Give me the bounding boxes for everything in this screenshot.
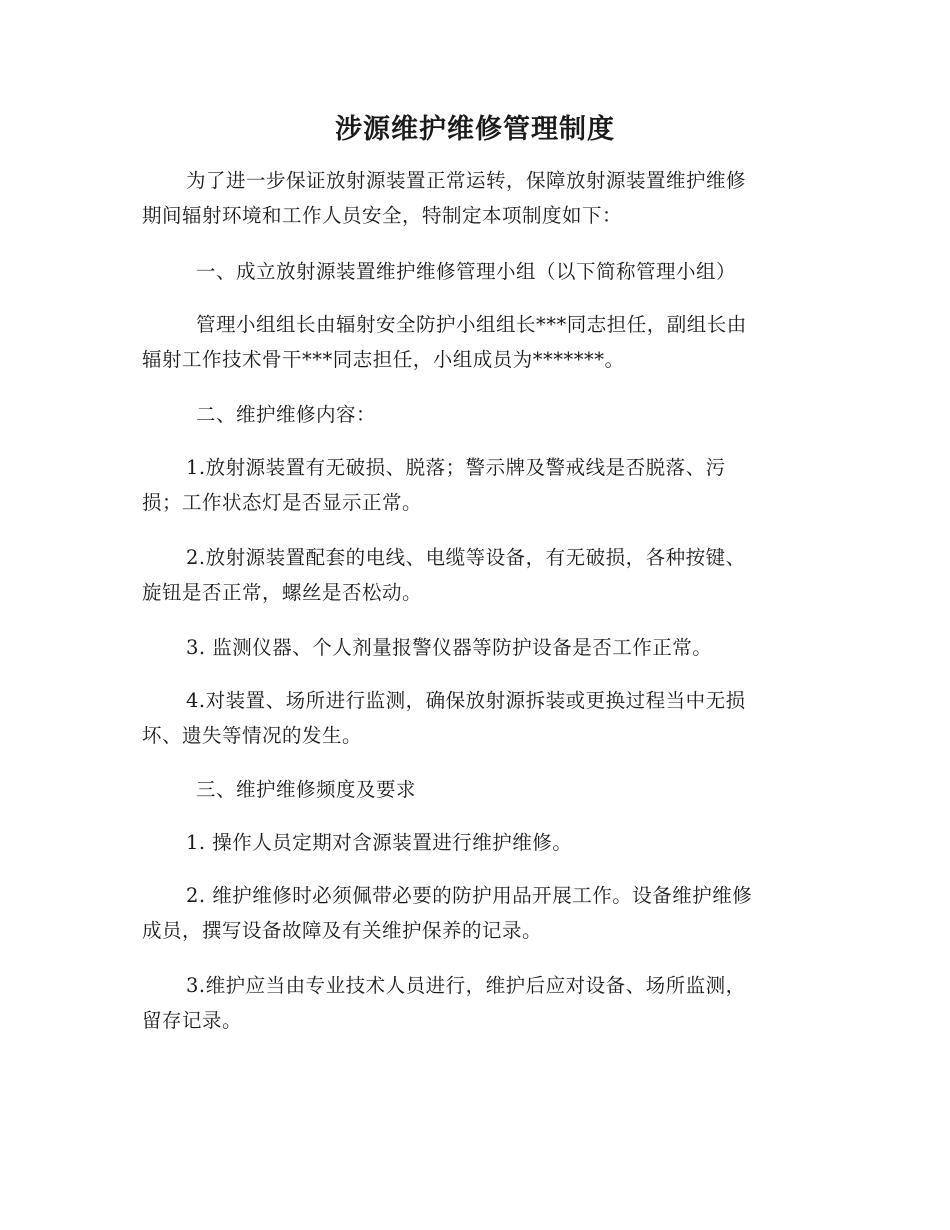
- section1-body: [142, 307, 807, 377]
- section1-heading: 一、成立放射源装置维护维修管理小组（以下简称管理小组）: [196, 260, 737, 283]
- intro-line-2: 期间辐射环境和工作人员安全，特制定本项制度如下：: [142, 204, 623, 227]
- section3-item-3: 3.维护应当由专业技术人员进行，维护后应对设备、场所监测， 留存记录。: [142, 974, 746, 1032]
- intro-paragraph: [142, 163, 807, 233]
- section2-item-4: 4.对装置、场所进行监测，确保放射源拆装或更换过程当中无损 坏、遗失等情况的发生。: [142, 689, 746, 747]
- section1-body-line-1: 管理小组组长由辐射安全防护小组组长***同志担任，副组长由: [196, 313, 747, 336]
- intro-line-1: 为了进一步保证放射源装置正常运转，保障放射源装置维护维修: [186, 169, 747, 192]
- section3-item-1: 1. 操作人员定期对含源装置进行维护维修。: [186, 831, 573, 854]
- section2-item-1: 1.放射源装置有无破损、脱落；警示牌及警戒线是否脱落、污 损；工作状态灯是否显示正常。: [142, 456, 726, 514]
- section2-item-2: 2.放射源装置配套的电线、电缆等设备，有无破损，各种按键、 旋钮是否正常，螺丝是否松动。: [142, 546, 746, 604]
- section3-heading: 三、维护维修频度及要求: [196, 778, 417, 801]
- section1-body-line-2: 辐射工作技术骨干***同志担任，小组成员为*******。: [142, 348, 625, 371]
- document-title: 涉源维护维修管理制度: [335, 114, 615, 145]
- section2-item-3: 3. 监测仪器、个人剂量报警仪器等防护设备是否工作正常。: [186, 636, 713, 659]
- section2-heading: 二、维护维修内容：: [196, 403, 377, 426]
- section3-item-2: 2. 维护维修时必须佩带必要的防护用品开展工作。设备维护维修 成员，撰写设备故障及有关维护保养的记录。: [142, 884, 753, 942]
